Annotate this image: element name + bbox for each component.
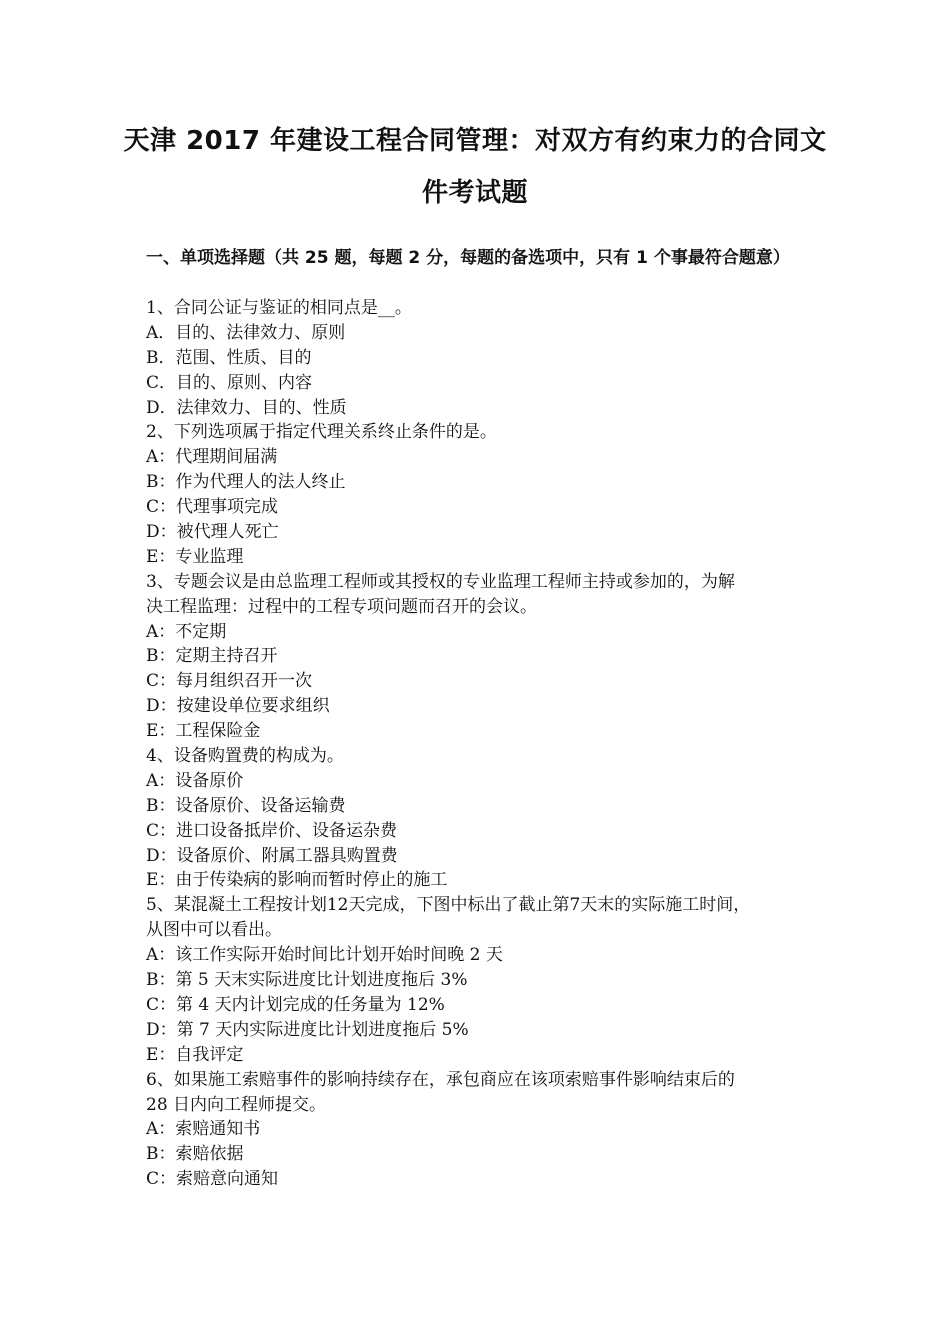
- option-line: A：索赔通知书: [146, 1119, 261, 1140]
- question-text: 2、下列选项属于指定代理关系终止条件的是。: [146, 422, 497, 443]
- option-line: C：进口设备抵岸价、设备运杂费: [146, 820, 398, 841]
- question-text: 5、某混凝土工程按计划12天完成，下图中标出了截止第7天末的实际施工时间，: [146, 895, 751, 916]
- question-text-continued: 从图中可以看出。: [146, 920, 282, 941]
- section-heading: 一、单项选择题（共 25 题，每题 2 分，每题的备选项中，只有 1 个事最符合题意）: [146, 248, 790, 268]
- option-line: A：不定期: [146, 621, 227, 642]
- question-text: 3、专题会议是由总监理工程师或其授权的专业监理工程师主持或参加的，为解: [146, 571, 735, 592]
- document-title-line-1: 天津 2017 年建设工程合同管理：对双方有约束力的合同文: [123, 126, 827, 156]
- option-line: C：索赔意向通知: [146, 1169, 279, 1190]
- option-line: A．目的、法律效力、原则: [146, 322, 346, 343]
- document-title-line-2: 件考试题: [421, 178, 528, 208]
- option-line: C：每月组织召开一次: [146, 671, 313, 692]
- option-line: C．目的、原则、内容: [146, 372, 313, 393]
- option-line: B．范围、性质、目的: [146, 347, 312, 368]
- question-text-continued: 28 日内向工程师提交。: [146, 1094, 327, 1115]
- option-line: E：由于传染病的影响而暂时停止的施工: [146, 870, 448, 891]
- option-line: A：代理期间届满: [146, 447, 278, 468]
- option-line: E：专业监理: [146, 546, 244, 567]
- option-line: B：作为代理人的法人终止: [146, 472, 346, 493]
- option-line: A：该工作实际开始时间比计划开始时间晚 2 天: [146, 945, 503, 966]
- option-line: C：代理事项完成: [146, 497, 279, 518]
- option-line: B：定期主持召开: [146, 646, 278, 667]
- question-text: 6、如果施工索赔事件的影响持续存在，承包商应在该项索赔事件影响结束后的: [146, 1069, 735, 1090]
- option-line: D．法律效力、目的、性质: [146, 397, 347, 418]
- option-line: D：第 7 天内实际进度比计划进度拖后 5%: [146, 1019, 469, 1040]
- option-line: D：按建设单位要求组织: [146, 696, 330, 717]
- question-text: 1、合同公证与鉴证的相同点是__。: [146, 298, 412, 318]
- option-line: B：第 5 天末实际进度比计划进度拖后 3%: [146, 970, 468, 991]
- question-text-continued: 决工程监理：过程中的工程专项问题而召开的会议。: [146, 596, 537, 617]
- option-line: C：第 4 天内计划完成的任务量为 12%: [146, 994, 445, 1015]
- option-line: B：索赔依据: [146, 1144, 244, 1165]
- option-line: D：设备原价、附属工器具购置费: [146, 845, 398, 866]
- option-line: D：被代理人死亡: [146, 522, 279, 543]
- option-line: A：设备原价: [146, 770, 244, 791]
- question-list: [146, 296, 808, 1192]
- option-line: B：设备原价、设备运输费: [146, 795, 346, 816]
- option-line: E：自我评定: [146, 1044, 244, 1065]
- option-line: E：工程保险金: [146, 721, 261, 742]
- question-text: 4、设备购置费的构成为。: [146, 746, 344, 767]
